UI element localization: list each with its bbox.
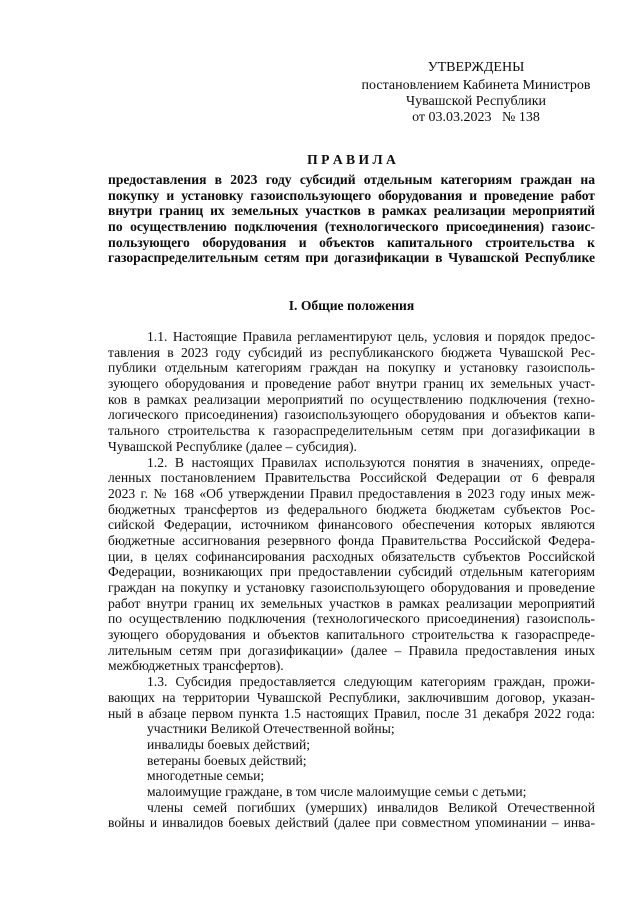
- document-subtitle: [108, 172, 595, 266]
- approval-issuer: постановлением Кабинета Министров: [361, 78, 591, 93]
- clause-1-1-line: зующего оборудования и проведение работ внутри границ их земельных участ-: [108, 376, 595, 392]
- clause-1-2-line: лительным сетям при догазификации» (далее – Правила предоставления иных: [108, 642, 595, 658]
- clause-1-1-line: логического присоединения) газоиспользующего оборудования и объектов капи-: [108, 407, 595, 423]
- subtitle-line: покупку и установку газоиспользующего оборудования и проведение работ: [108, 187, 595, 203]
- clause-1-2-line: межбюджетных трансфертов).: [108, 658, 284, 674]
- clause-1-2-line: бюджетных трансфертов из федерального бюджета бюджетам субъектов Рос-: [108, 501, 595, 517]
- clause-1-2-line: Федерации, возникающих при предоставлении субсидий отдельным категориям: [108, 564, 595, 580]
- clause-1-2-line: граждан на покупку и установку газоиспользующего оборудования и проведение: [108, 580, 595, 595]
- category-item-line: войны и инвалидов боевых действий (далее при совместном упоминании – инва-: [108, 815, 595, 831]
- category-list: [108, 721, 595, 831]
- category-item: ветераны боевых действий;: [147, 752, 307, 768]
- clause-1-1-line: Чувашской Республике (далее – субсидия).: [108, 438, 357, 454]
- subtitle-line: предоставления в 2023 году субсидий отдельным категориям граждан на: [108, 172, 595, 187]
- approval-stamp: УТВЕРЖДЕНЫ: [427, 60, 525, 75]
- category-item: инвалиды боевых действий;: [147, 736, 311, 752]
- clause-1-2-line: зующего оборудования и объектов капитального строительства к газораспреде-: [108, 627, 595, 643]
- subtitle-line: по осуществлению подключения (технологического присоединения) газоис-: [108, 219, 595, 235]
- subtitle-line: пользующего оборудования и объектов капитального строительства к: [108, 234, 595, 250]
- clause-1-2-line: по осуществлению подключения (технологического присоединения) газоисполь-: [108, 611, 595, 627]
- clause-1-2-line: 2023 г. № 168 «Об утверждении Правил предоставления в 2023 году иных меж-: [108, 485, 595, 501]
- clause-1-2-line: работ внутри границ их земельных участков в рамках реализации мероприятий: [108, 595, 595, 611]
- clause-1-3-line: вающих на территории Чувашской Республики, заключившим договор, указан-: [108, 689, 595, 705]
- clause-1-1-line: публики отдельным категориям граждан на покупку и установку газоисполь-: [108, 360, 595, 376]
- section-heading: I. Общие положения: [288, 298, 415, 313]
- approval-region: Чувашской Республики: [405, 94, 547, 109]
- clause-1-2-line: сийской Федерации, источником финансового обеспечения которых являются: [108, 517, 595, 533]
- clause-1-1-line: 1.1. Настоящие Правила регламентируют цель, условия и порядок предос-: [147, 329, 595, 344]
- clause-1-1: [108, 329, 595, 455]
- clause-1-3-line: ный в абзаце первом пункта 1.5 настоящих Правил, после 31 декабря 2022 года:: [108, 705, 595, 721]
- document-title: П Р А В И Л А: [307, 152, 396, 167]
- clause-1-2-line: бюджетные ассигнования резервного фонда Правительства Российской Федера-: [108, 532, 595, 548]
- clause-1-1-line: ков в рамках реализации мероприятий по осуществлению подключения (техно-: [108, 391, 595, 407]
- category-item-line: члены семей погибших (умерших) инвалидов Великой Отечественной: [147, 799, 595, 815]
- category-item: многодетные семьи;: [147, 768, 265, 784]
- approval-date-number: от 03.03.2023 № 138: [412, 110, 540, 125]
- clause-1-2-line: ленных постановлением Правительства Российской Федерации от 6 февраля: [108, 470, 595, 486]
- subtitle-line: газораспределительным сетям при догазификации в Чувашской Республике: [108, 250, 595, 266]
- document-body: [108, 329, 595, 831]
- subtitle-line: внутри границ их земельных участков в рамках реализации мероприятий: [108, 203, 595, 219]
- approval-block: [356, 60, 596, 126]
- clause-1-1-line: тавления в 2023 году субсидий из республиканского бюджета Чувашской Рес-: [108, 344, 595, 360]
- clause-1-2-line: ции, в целях софинансирования расходных обязательств субъектов Российской: [108, 548, 595, 564]
- category-item: малоимущие граждане, в том числе малоимущие семьи с детьми;: [147, 783, 527, 799]
- clause-1-3: [108, 674, 595, 721]
- clause-1-2: [108, 455, 595, 675]
- category-item: участники Великой Отечественной войны;: [147, 721, 395, 737]
- clause-1-3-line: 1.3. Субсидия предоставляется следующим категориям граждан, прожи-: [147, 674, 595, 690]
- clause-1-1-line: тального строительства к газораспределительным сетям при догазификации в: [108, 423, 595, 439]
- clause-1-2-line: 1.2. В настоящих Правилах используются понятия в значениях, опреде-: [147, 454, 595, 470]
